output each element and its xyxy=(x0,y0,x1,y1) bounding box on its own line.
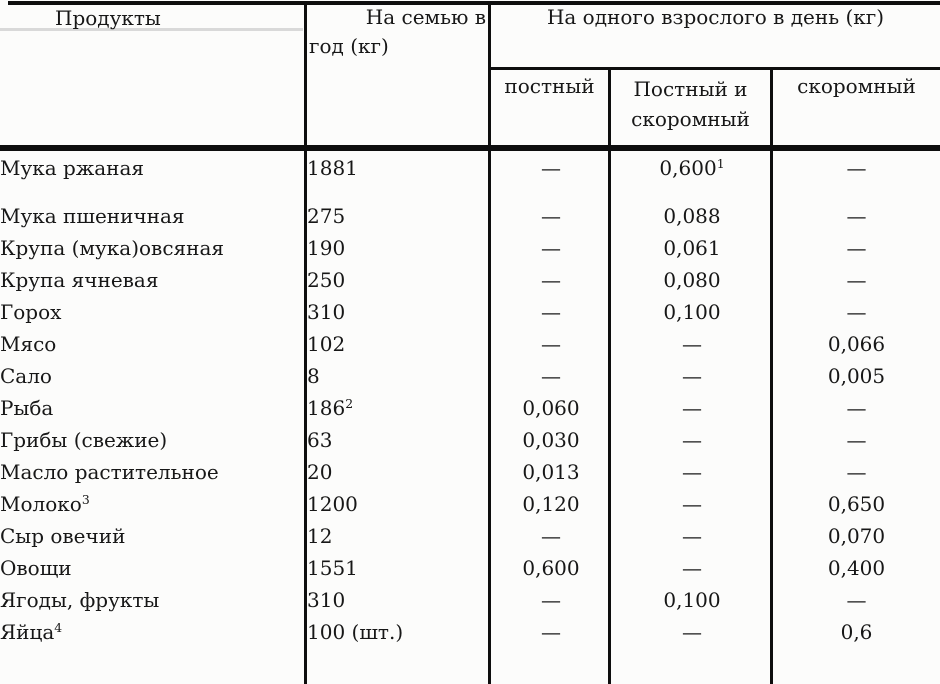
cell-per-family-year: 102 xyxy=(307,332,346,356)
cell-lenten: — xyxy=(541,364,561,388)
cell-lenten-and-nonlenten: 0,080 xyxy=(663,268,721,292)
column-header-products: Продукты xyxy=(55,6,161,30)
cell-product: Крупа (мука)овсяная xyxy=(0,236,225,260)
cell-per-family-year: 310 xyxy=(307,300,346,324)
cell-nonlenten: 0,650 xyxy=(827,492,886,516)
table-row xyxy=(0,585,940,617)
column-header-per-family-line2: год (кг) xyxy=(309,34,389,58)
cell-lenten: 0,013 xyxy=(522,460,580,484)
table-row xyxy=(0,425,940,457)
cell-per-family-year: 1551 xyxy=(307,556,358,580)
table-row xyxy=(0,201,940,233)
cell-nonlenten: — xyxy=(846,268,867,292)
cell-lenten-and-nonlenten: 0,100 xyxy=(663,588,721,612)
table-row xyxy=(0,617,940,649)
cell-nonlenten: 0,6 xyxy=(840,620,873,644)
cell-product: Рыба xyxy=(0,396,54,420)
adult-group-underline xyxy=(489,67,940,70)
table-row xyxy=(0,151,940,201)
cell-per-family-year: 275 xyxy=(307,204,346,228)
cell-product: Молоко$^3$ xyxy=(0,492,90,516)
products-table xyxy=(0,151,940,649)
cell-product: Горох xyxy=(0,300,62,324)
cell-product: Ягоды, фрукты xyxy=(0,588,160,612)
cell-lenten: 0,030 xyxy=(522,428,580,452)
subcolumn-header-lenten-nonlenten: Постный и скоромный xyxy=(631,77,750,131)
cell-lenten-and-nonlenten: 0,088 xyxy=(663,204,721,228)
cell-lenten: — xyxy=(541,588,561,612)
table-row xyxy=(0,297,940,329)
cell-per-family-year: 12 xyxy=(307,524,333,548)
cell-lenten-and-nonlenten: — xyxy=(682,396,702,420)
cell-lenten: — xyxy=(541,332,561,356)
cell-nonlenten: 0,400 xyxy=(827,556,886,580)
cell-lenten-and-nonlenten: — xyxy=(682,620,702,644)
cell-lenten: — xyxy=(541,204,561,228)
cell-product: Крупа ячневая xyxy=(0,268,159,292)
table-row xyxy=(0,393,940,425)
cell-per-family-year: 1200 xyxy=(307,492,358,516)
cell-nonlenten: 0,005 xyxy=(827,364,886,388)
cell-lenten: — xyxy=(541,300,561,324)
cell-lenten: — xyxy=(541,268,561,292)
cell-product: Масло растительное xyxy=(0,460,219,484)
cell-lenten-and-nonlenten: 0,600$^1$ xyxy=(659,156,725,180)
cell-lenten-and-nonlenten: — xyxy=(682,332,702,356)
cell-lenten: 0,600 xyxy=(522,556,580,580)
cell-nonlenten: — xyxy=(846,588,867,612)
cell-lenten: 0,060 xyxy=(522,396,580,420)
cell-lenten-and-nonlenten: — xyxy=(682,492,702,516)
table-row xyxy=(0,521,940,553)
table-row xyxy=(0,489,940,521)
table-row xyxy=(0,457,940,489)
cell-product: Грибы (свежие) xyxy=(0,428,168,452)
cell-per-family-year: 20 xyxy=(307,460,333,484)
table-row xyxy=(0,361,940,393)
cell-lenten-and-nonlenten: — xyxy=(682,460,702,484)
table-body xyxy=(0,151,940,649)
cell-lenten-and-nonlenten: — xyxy=(682,556,702,580)
cell-per-family-year: 1881 xyxy=(307,156,358,180)
cell-lenten-and-nonlenten: 0,061 xyxy=(663,236,721,260)
cell-nonlenten: — xyxy=(846,300,867,324)
cell-product: Яйца$^4$ xyxy=(0,620,63,644)
cell-nonlenten: 0,070 xyxy=(827,524,886,548)
cell-lenten-and-nonlenten: — xyxy=(682,428,702,452)
subcolumn-header-nonlenten: скоромный xyxy=(797,74,916,98)
cell-lenten: 0,120 xyxy=(522,492,580,516)
column-header-per-adult-group: На одного взрослого в день (кг) xyxy=(546,5,885,29)
cell-nonlenten: — xyxy=(846,460,867,484)
table-row xyxy=(0,233,940,265)
table-row xyxy=(0,265,940,297)
cell-product: Овощи xyxy=(0,556,72,580)
cell-lenten: — xyxy=(541,620,561,644)
cell-nonlenten: — xyxy=(846,396,867,420)
cell-per-family-year: 63 xyxy=(307,428,333,452)
cell-per-family-year: 190 xyxy=(307,236,346,260)
cell-nonlenten: — xyxy=(846,204,867,228)
cell-nonlenten: 0,066 xyxy=(827,332,886,356)
cell-per-family-year: 310 xyxy=(307,588,346,612)
cell-per-family-year: 8 xyxy=(307,364,320,388)
cell-product: Сыр овечий xyxy=(0,524,126,548)
subcolumn-header-lenten: постный xyxy=(504,74,595,98)
cell-nonlenten: — xyxy=(846,156,867,180)
table-row xyxy=(0,553,940,585)
cell-lenten: — xyxy=(541,156,561,180)
cell-nonlenten: — xyxy=(846,428,867,452)
cell-product: Мука пшеничная xyxy=(0,204,185,228)
table-row xyxy=(0,329,940,361)
cell-product: Мука ржаная xyxy=(0,156,145,180)
cell-lenten-and-nonlenten: — xyxy=(682,524,702,548)
cell-per-family-year: $186^2$ xyxy=(307,396,354,420)
cell-per-family-year: 250 xyxy=(307,268,346,292)
cell-per-family-year: 100 (шт.) xyxy=(307,620,404,644)
cell-lenten: — xyxy=(541,236,561,260)
cell-product: Сало xyxy=(0,364,52,388)
cell-lenten: — xyxy=(541,524,561,548)
cell-product: Мясо xyxy=(0,332,57,356)
cell-lenten-and-nonlenten: 0,100 xyxy=(663,300,721,324)
column-header-per-family-line1: На семью в xyxy=(365,5,486,29)
cell-nonlenten: — xyxy=(846,236,867,260)
cell-lenten-and-nonlenten: — xyxy=(682,364,702,388)
